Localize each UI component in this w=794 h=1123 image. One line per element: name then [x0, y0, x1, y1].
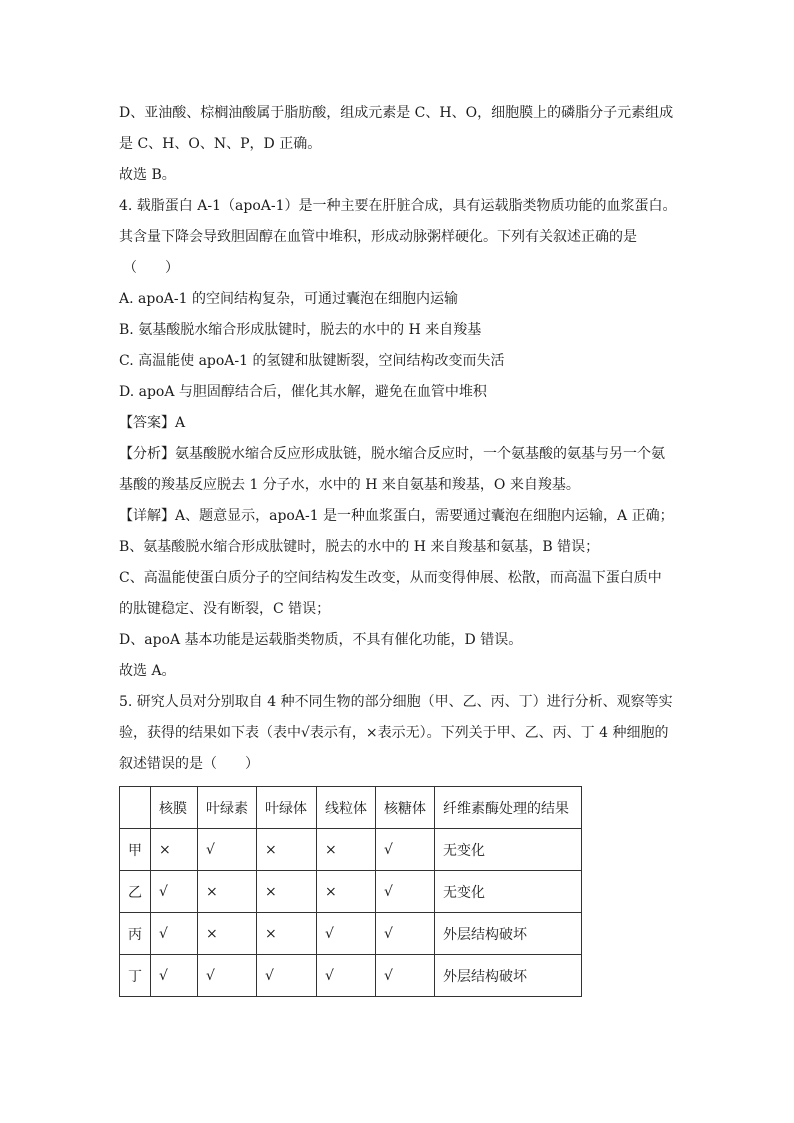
table-header-cell: 核膜	[151, 787, 198, 829]
table-row	[120, 955, 582, 997]
option-d: D. apoA 与胆固醇结合后，催化其水解，避免在血管中堆积	[119, 384, 487, 400]
table-cell: √	[198, 955, 257, 997]
text-line: 叙述错误的是（ ）	[119, 756, 259, 772]
table-cell: √	[257, 955, 317, 997]
table-row	[120, 913, 582, 955]
detail-text: D、apoA 基本功能是运载脂类物质，不具有催化功能，D 错误。	[119, 632, 523, 648]
table-cell: ×	[198, 871, 257, 913]
table-row	[120, 829, 582, 871]
answer-label: 【答案】A	[119, 415, 186, 431]
table-cell: ×	[257, 829, 317, 871]
table-cell: 无变化	[435, 871, 582, 913]
table-cell: ×	[151, 829, 198, 871]
table-cell: √	[317, 955, 376, 997]
table-header-cell	[120, 787, 151, 829]
table-cell: √	[151, 871, 198, 913]
detail-text: B、氨基酸脱水缩合形成肽键时，脱去的水中的 H 来自羧基和氨基，B 错误；	[119, 539, 600, 555]
text-line: 其含量下降会导致胆固醇在血管中堆积，形成动脉粥样硬化。下列有关叙述正确的是	[119, 229, 637, 245]
table-cell: √	[151, 913, 198, 955]
table-cell: 外层结构破坏	[435, 913, 582, 955]
table-header-cell: 核糖体	[376, 787, 435, 829]
table-header-cell: 线粒体	[317, 787, 376, 829]
table-header-cell: 叶绿素	[198, 787, 257, 829]
table-header-cell: 叶绿体	[257, 787, 317, 829]
table-cell: √	[376, 871, 435, 913]
table-cell: ×	[198, 913, 257, 955]
table-cell: √	[317, 913, 376, 955]
table-header-cell: 纤维素酶处理的结果	[435, 787, 582, 829]
table-cell: √	[376, 913, 435, 955]
option-a: A. apoA-1 的空间结构复杂，可通过囊泡在细胞内运输	[119, 291, 458, 307]
table-cell: 丁	[120, 955, 151, 997]
text-line: 故选 B。	[119, 167, 176, 183]
document-body	[119, 98, 679, 997]
answer-blank: （ ）	[123, 260, 179, 276]
table-cell: ×	[257, 913, 317, 955]
conclusion-text: 故选 A。	[119, 663, 176, 679]
question-5-stem: 5. 研究人员对分别取自 4 种不同生物的部分细胞（甲、乙、丙、丁）进行分析、观察等实	[119, 694, 673, 710]
text-line: D、亚油酸、棕榈油酸属于脂肪酸，组成元素是 C、H、O，细胞膜上的磷脂分子元素组成	[119, 105, 674, 121]
table-cell: 外层结构破坏	[435, 955, 582, 997]
table-cell: √	[198, 829, 257, 871]
table-cell: ×	[317, 871, 376, 913]
table-cell: 丙	[120, 913, 151, 955]
table-cell: ×	[257, 871, 317, 913]
text-line: 验，获得的结果如下表（表中√表示有，×表示无）。下列关于甲、乙、丙、丁 4 种细胞的	[119, 725, 669, 741]
option-b: B. 氨基酸脱水缩合形成肽键时，脱去的水中的 H 来自羧基	[119, 322, 482, 338]
table-cell: √	[151, 955, 198, 997]
table-cell: ×	[317, 829, 376, 871]
table-cell: √	[376, 955, 435, 997]
table-cell: √	[376, 829, 435, 871]
table-cell: 乙	[120, 871, 151, 913]
option-c: C. 高温能使 apoA-1 的氢键和肽键断裂，空间结构改变而失活	[119, 353, 505, 369]
detail-text: 【详解】A、题意显示，apoA-1 是一种血浆蛋白，需要通过囊泡在细胞内运输，A 正确；	[119, 508, 674, 524]
text-line: 是 C、H、O、N、P，D 正确。	[119, 136, 322, 152]
detail-text: 的肽键稳定、没有断裂，C 错误；	[119, 601, 331, 617]
question-4-stem: 4. 载脂蛋白 A-1（apoA-1）是一种主要在肝脏合成，具有运载脂类物质功能的血浆蛋白。	[119, 198, 677, 214]
table-cell: 甲	[120, 829, 151, 871]
cell-comparison-table	[119, 786, 582, 997]
table-cell: 无变化	[435, 829, 582, 871]
table-header-row	[120, 787, 582, 829]
detail-text: C、高温能使蛋白质分子的空间结构发生改变，从而变得伸展、松散，而高温下蛋白质中	[119, 570, 662, 586]
analysis-text: 基酸的羧基反应脱去 1 分子水，水中的 H 来自氨基和羧基，O 来自羧基。	[119, 477, 580, 493]
analysis-text: 【分析】氨基酸脱水缩合反应形成肽链，脱水缩合反应时，一个氨基酸的氨基与另一个氨	[119, 446, 665, 462]
table-row	[120, 871, 582, 913]
